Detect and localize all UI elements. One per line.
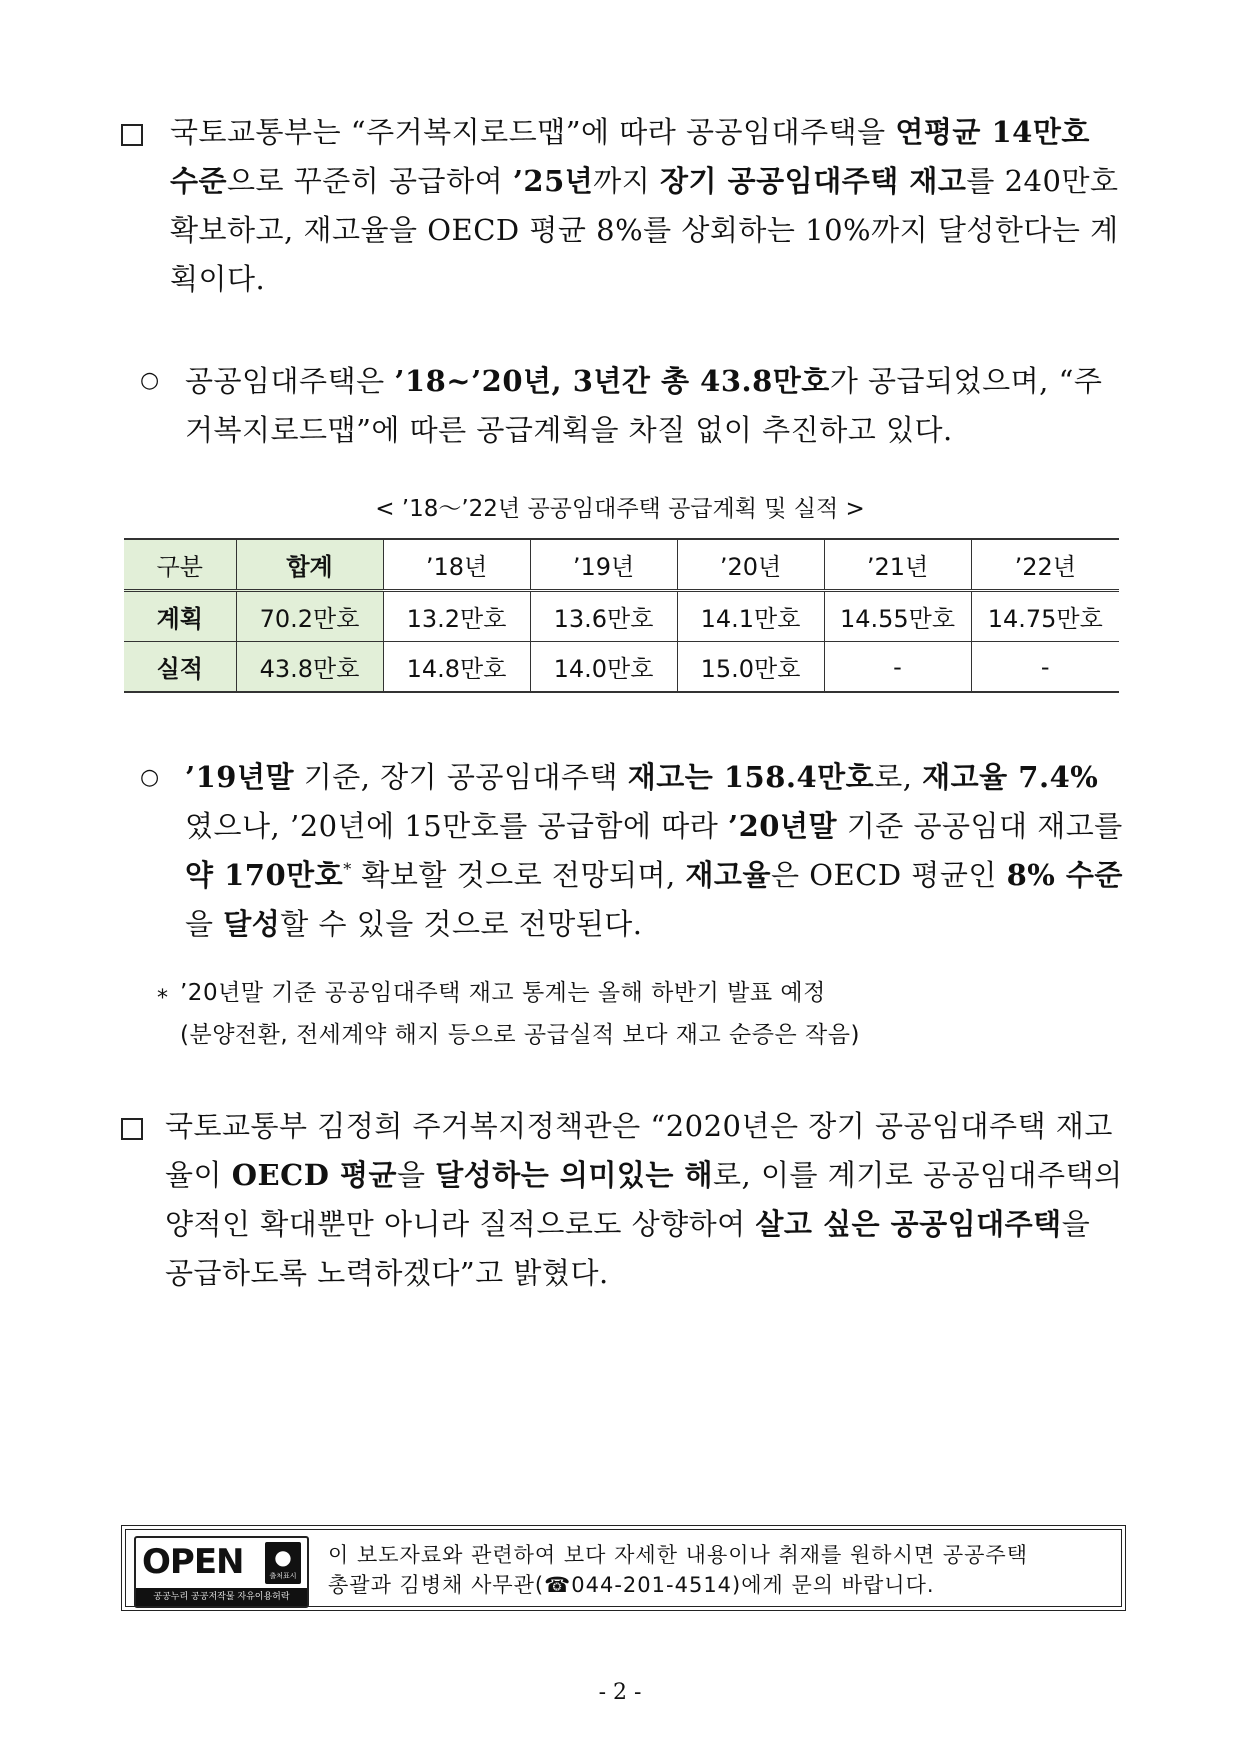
- person-icon-label: 출처표시: [269, 1572, 297, 1580]
- text: 을 공급하도록 노력하겠다”고 밝혔다.: [165, 1207, 1091, 1290]
- badge-footer: 공공누리 공공저작물 자유이용허락: [136, 1588, 307, 1606]
- bold-text: 연평균 14만호 수준: [170, 115, 1090, 198]
- text: 를 240만호 확보하고, 재고율을 OECD 평균 8%를 상회하는 10%까지 달성한다는 계획이다.: [170, 164, 1119, 296]
- bold-text: 재고는 158.4만호: [627, 760, 875, 794]
- table-header: 구분: [124, 539, 236, 591]
- table-header-row: [124, 539, 1119, 591]
- table-cell: 14.8만호: [383, 642, 530, 693]
- text: 확보할 것으로 전망되며,: [351, 858, 686, 892]
- table-header: ’22년: [971, 539, 1119, 591]
- text: 을: [396, 1158, 436, 1192]
- footnote-line: ’20년말 기준 공공임대주택 재고 통계는 올해 하반기 발표 예정: [180, 980, 826, 1006]
- bold-text: ’19년말: [185, 760, 294, 794]
- text: 로, 이를 계기로 공공임대주택의 양적인 확대뿐만 아니라 질적으로도 상향하여: [165, 1158, 1123, 1241]
- table-header: ’19년: [530, 539, 677, 591]
- paragraph-quote: [165, 1102, 1125, 1298]
- contact-inner-border: [125, 1529, 1122, 1607]
- bold-text: OECD 평균: [231, 1158, 397, 1192]
- table-cell: 14.1만호: [677, 591, 824, 642]
- table-cell: 43.8만호: [236, 642, 383, 693]
- text: 공공임대주택은: [185, 364, 395, 398]
- text: 가 공급되었으며, “주거복지로드맵”에 따른 공급계획을 차질 없이 추진하고 있다.: [185, 364, 1103, 447]
- supply-table: [124, 538, 1119, 693]
- paragraph-plan: [170, 108, 1125, 304]
- bullet-circle-icon: ○: [140, 765, 160, 790]
- contact-line: 총괄과 김병채 사무관(☎044-201-4514)에게 문의 바랍니다.: [328, 1573, 935, 1597]
- text: 은 OECD 평균인: [770, 858, 1007, 892]
- contact-box: [121, 1525, 1126, 1611]
- bold-text: ’25년: [512, 164, 594, 198]
- bold-text: 8% 수준: [1006, 858, 1123, 892]
- bold-text: 약 170만호: [185, 858, 344, 892]
- text: 국토교통부는 “주거복지로드맵”에 따라 공공임대주택을: [170, 115, 896, 149]
- table-cell: 70.2만호: [236, 591, 383, 642]
- bullet-circle-icon: ○: [140, 368, 160, 393]
- bold-text: 살고 싶은 공공임대주택: [755, 1207, 1062, 1241]
- contact-line: 이 보도자료와 관련하여 보다 자세한 내용이나 취재를 원하시면 공공주택: [328, 1543, 1028, 1567]
- page-number: - 2 -: [598, 1680, 642, 1705]
- paragraph-supply: [185, 357, 1125, 455]
- table-cell: -: [971, 642, 1119, 693]
- checkbox-square-icon: [121, 124, 143, 146]
- table-row: [124, 591, 1119, 642]
- table-header: ’18년: [383, 539, 530, 591]
- text: 을: [185, 907, 224, 941]
- table-header: 합계: [236, 539, 383, 591]
- text: 까지: [593, 164, 661, 198]
- checkbox-square-icon: [121, 1118, 143, 1140]
- table-cell: 15.0만호: [677, 642, 824, 693]
- person-icon: ● 출처표시: [265, 1542, 301, 1584]
- open-logo: OPEN: [142, 1542, 244, 1582]
- text: 할 수 있을 것으로 전망된다.: [280, 907, 643, 941]
- text: 국토교통부 김정희 주거복지정책관은 “2020년은 장기 공공임대주택 재고율이: [165, 1109, 1113, 1192]
- bold-text: 재고율 7.4%: [922, 760, 1099, 794]
- contact-text: [328, 1540, 1118, 1600]
- footnote-star: *: [157, 986, 168, 1011]
- table-row: [124, 642, 1119, 693]
- table-cell: -: [824, 642, 971, 693]
- footnote-marker: *: [343, 859, 352, 879]
- row-label: 실적: [124, 642, 236, 693]
- row-label: 계획: [124, 591, 236, 642]
- table-cell: 13.6만호: [530, 591, 677, 642]
- text: 로,: [874, 760, 923, 794]
- text: 기준, 장기 공공임대주택: [293, 760, 628, 794]
- text: 으로 꾸준히 공급하여: [227, 164, 513, 198]
- bold-text: 재고율: [685, 858, 771, 892]
- footnote-line: (분양전환, 전세계약 해지 등으로 공급실적 보다 재고 순증은 작음): [180, 1022, 860, 1048]
- text: 기준 공공임대 재고를: [837, 809, 1123, 843]
- bold-text: 달성: [223, 907, 281, 941]
- table-cell: 13.2만호: [383, 591, 530, 642]
- table-cell: 14.75만호: [971, 591, 1119, 642]
- text: 였으나, ’20년에 15만호를 공급함에 따라: [185, 809, 729, 843]
- bold-text: 달성하는 의미있는 해: [435, 1158, 714, 1192]
- paragraph-stock: [185, 753, 1125, 949]
- table-cell: 14.55만호: [824, 591, 971, 642]
- table-header: ’20년: [677, 539, 824, 591]
- bold-text: 장기 공공임대주택 재고: [660, 164, 967, 198]
- bold-text: ’18~’20년, 3년간 총 43.8만호: [394, 364, 830, 398]
- open-license-badge: [134, 1536, 309, 1608]
- table-cell: 14.0만호: [530, 642, 677, 693]
- table-header: ’21년: [824, 539, 971, 591]
- table-caption: < ’18～’22년 공공임대주택 공급계획 및 실적 >: [375, 496, 865, 522]
- bold-text: ’20년말: [728, 809, 838, 843]
